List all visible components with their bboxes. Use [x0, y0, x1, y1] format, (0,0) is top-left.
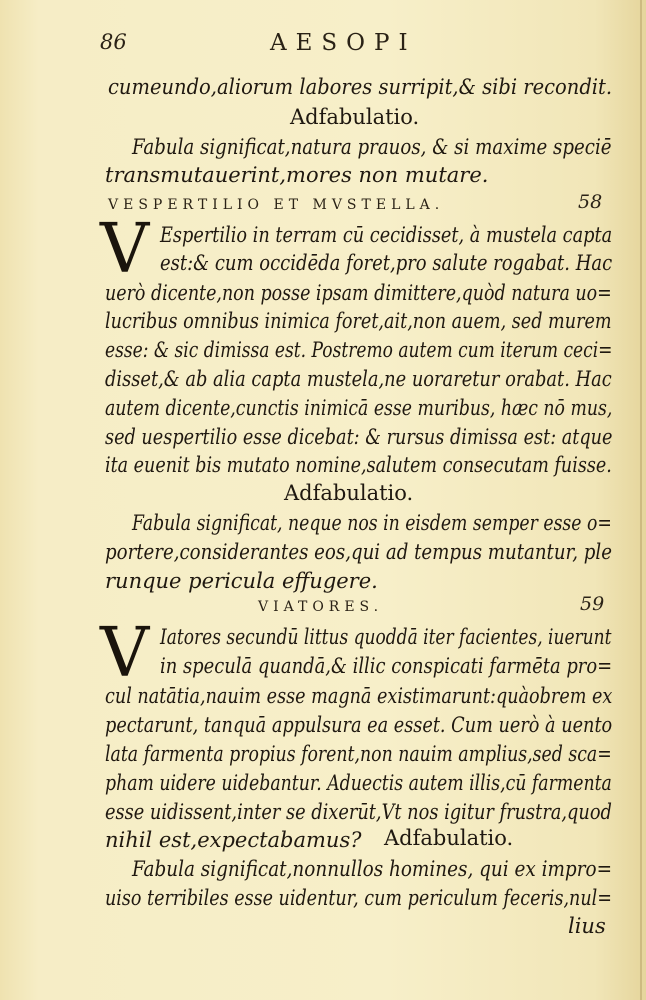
- text-line: pectarunt, tanquā appulsura ea esset. Cum uerò à uento: [105, 713, 613, 737]
- text-line: lucribus omnibus inimica foret,ait,non auem, sed murem: [105, 309, 612, 333]
- text-line: esse uidissent,inter se dixerūt,Vt nos igitur frustra,quod: [105, 800, 612, 824]
- text-line: nihil est,expectabamus?: [105, 828, 362, 852]
- moral-line: Fabula significat,nonnullos homines, qui ex impro=: [132, 857, 612, 881]
- text-line: pham uidere uidebantur. Aduectis autem illis,cū farmenta: [105, 771, 612, 795]
- drop-capital: V: [100, 210, 150, 289]
- text-line: in speculā quandā,& illic conspicati farmēta pro=: [160, 654, 613, 678]
- running-title: AESOPI: [270, 30, 417, 56]
- adfabulatio-label: Adfabulatio.: [384, 826, 514, 850]
- page-edge: [640, 0, 642, 1000]
- moral-line: runque pericula effugere.: [105, 569, 378, 593]
- text-line: uerò dicente,non posse ipsam dimittere,quòd natura uo=: [105, 281, 612, 305]
- text-line: cul natātia,nauim esse magnā existimarunt:quàobrem ex: [105, 684, 613, 708]
- moral-line: uiso terribiles esse uidentur, cum periculum feceris,nul=: [105, 886, 612, 910]
- fable-number: 59: [580, 593, 605, 615]
- fable-heading: VESPERTILIO ET MVSTELLA.: [108, 197, 445, 213]
- text-line: lata farmenta propius forent,non nauim amplius,sed sca=: [105, 742, 612, 766]
- moral-line: Fabula significat, neque nos in eisdem semper esse o=: [132, 511, 612, 535]
- fable-heading: VIATORES.: [258, 599, 384, 615]
- moral-line: portere,considerantes eos,qui ad tempus mutantur, ple: [105, 540, 612, 564]
- fable-number: 58: [578, 191, 603, 213]
- running-head: [100, 30, 600, 62]
- text-line: Espertilio in terram cū cecidisset, à mustela capta: [160, 223, 613, 247]
- adfabulatio-label: Adfabulatio.: [284, 481, 414, 505]
- moral-line: Fabula significat,natura prauos, & si maxime speciē: [132, 135, 612, 159]
- text-line: ita euenit bis mutato nomine,salutem consecutam fuisse.: [105, 453, 612, 477]
- adfabulatio-label: Adfabulatio.: [290, 105, 420, 129]
- text-line: sed uespertilio esse dicebat: & rursus dimissa est: atque: [105, 425, 613, 449]
- moral-line: transmutauerint,mores non mutare.: [105, 163, 489, 187]
- text-line: disset,& ab alia capta mustela,ne uoraretur orabat. Hac: [105, 367, 612, 391]
- page-number: 86: [100, 30, 127, 54]
- text-line: Iatores secundū littus quoddā iter facientes, iuerunt: [160, 625, 612, 649]
- text-line: cumeundo,aliorum labores surripit,& sibi recondit.: [108, 75, 613, 99]
- text-line: esse: & sic dimissa est. Postremo autem cum iterum ceci=: [105, 338, 613, 362]
- text-line: est:& cum occidēda foret,pro salute rogabat. Hac: [160, 251, 613, 275]
- catchword: lius: [568, 914, 606, 938]
- text-line: autem dicente,cunctis inimicā esse muribus, hæc nō mus,: [105, 396, 613, 420]
- drop-capital: V: [100, 614, 150, 693]
